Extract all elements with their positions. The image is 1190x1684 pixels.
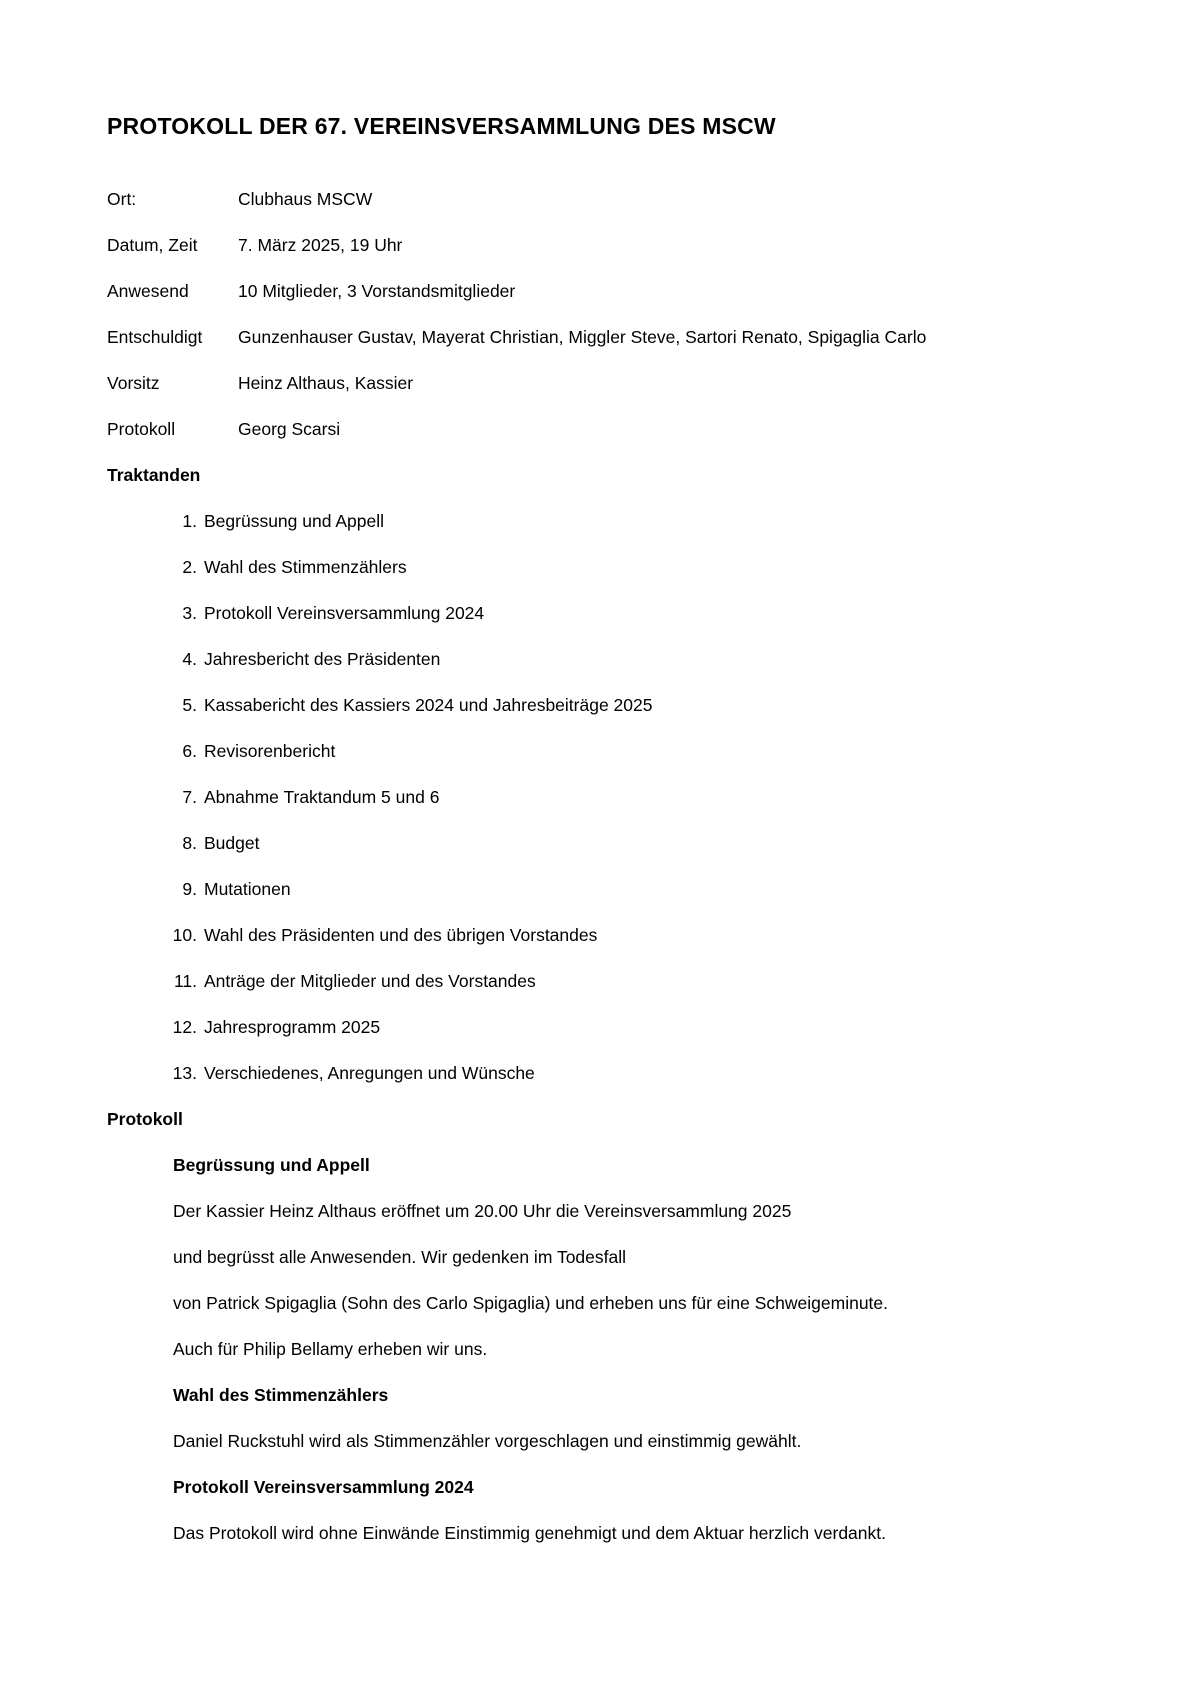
- agenda-item-text: Abnahme Traktandum 5 und 6: [204, 787, 440, 807]
- agenda-item: [107, 682, 1130, 728]
- agenda-item-number: 7.: [182, 787, 197, 807]
- agenda-item: [107, 544, 1130, 590]
- paragraph-line: Daniel Ruckstuhl wird als Stimmenzähler vorgeschlagen und einstimmig gewählt.: [173, 1431, 802, 1451]
- agenda-item-text: Wahl des Präsidenten und des übrigen Vorstandes: [204, 925, 598, 945]
- agenda-item: [107, 1050, 1130, 1096]
- agenda-item: [107, 820, 1130, 866]
- agenda-item: [107, 1004, 1130, 1050]
- agenda-item: [107, 590, 1130, 636]
- agenda-item: [107, 636, 1130, 682]
- paragraph-line: Der Kassier Heinz Althaus eröffnet um 20.00 Uhr die Vereinsversammlung 2025: [173, 1201, 792, 1221]
- agenda-item-text: Jahresbericht des Präsidenten: [204, 649, 441, 669]
- agenda-item-text: Wahl des Stimmenzählers: [204, 557, 407, 577]
- agenda-item: [107, 912, 1130, 958]
- agenda-item-number: 4.: [182, 649, 197, 669]
- agenda-item: [107, 728, 1130, 774]
- agenda-item: [107, 498, 1130, 544]
- agenda-item-number: 3.: [182, 603, 197, 623]
- agenda-item-number: 10.: [172, 925, 197, 945]
- agenda-item-text: Budget: [204, 833, 260, 853]
- meta-row-vorsitz: [107, 360, 1130, 406]
- agenda-item-number: 1.: [182, 511, 197, 531]
- agenda-item-number: 11.: [173, 971, 197, 991]
- meta-label: Entschuldigt: [107, 327, 203, 347]
- paragraph-line: von Patrick Spigaglia (Sohn des Carlo Spigaglia) und erheben uns für eine Schweigeminute.: [173, 1293, 889, 1313]
- agenda-item-number: 9.: [182, 879, 197, 899]
- meta-value: Georg Scarsi: [238, 419, 341, 439]
- agenda-item-number: 12.: [172, 1017, 197, 1037]
- agenda-heading: Traktanden: [107, 465, 201, 485]
- agenda-item-number: 2.: [182, 557, 197, 577]
- meta-label: Anwesend: [107, 281, 189, 301]
- meta-label: Vorsitz: [107, 373, 160, 393]
- agenda-item-text: Begrüssung und Appell: [204, 511, 384, 531]
- agenda-item: [107, 866, 1130, 912]
- section-heading: Protokoll Vereinsversammlung 2024: [173, 1477, 474, 1497]
- meta-value: 7. März 2025, 19 Uhr: [238, 235, 403, 255]
- agenda-item-number: 8.: [182, 833, 197, 853]
- meta-label: Ort:: [107, 189, 137, 209]
- section-heading: Wahl des Stimmenzählers: [173, 1385, 389, 1405]
- agenda-item-text: Kassabericht des Kassiers 2024 und Jahresbeiträge 2025: [204, 695, 653, 715]
- paragraph-line: Auch für Philip Bellamy erheben wir uns.: [173, 1339, 488, 1359]
- agenda-item-number: 6.: [182, 741, 197, 761]
- meta-row-entschuldigt: [107, 314, 1130, 360]
- meta-value: Clubhaus MSCW: [238, 189, 373, 209]
- paragraph-line: Das Protokoll wird ohne Einwände Einstimmig genehmigt und dem Aktuar herzlich verdankt.: [173, 1523, 886, 1543]
- section-heading: Begrüssung und Appell: [173, 1155, 370, 1175]
- meta-row-datum-zeit: [107, 222, 1130, 268]
- protocol-heading: Protokoll: [107, 1109, 183, 1129]
- meta-row-ort: [107, 176, 1130, 222]
- meta-label: Datum, Zeit: [107, 235, 198, 255]
- agenda-item-number: 5.: [182, 695, 197, 715]
- meta-row-protokollfuehrer: [107, 406, 1130, 452]
- agenda-item-text: Anträge der Mitglieder und des Vorstandes: [204, 971, 536, 991]
- agenda-item-text: Revisorenbericht: [204, 741, 336, 761]
- meta-row-anwesend: [107, 268, 1130, 314]
- agenda-item-number: 13.: [172, 1063, 197, 1083]
- agenda-item: [107, 774, 1130, 820]
- document-title: PROTOKOLL DER 67. VEREINSVERSAMMLUNG DES MSCW: [107, 113, 776, 139]
- agenda-item-text: Mutationen: [204, 879, 291, 899]
- meta-label: Protokoll: [107, 419, 176, 439]
- meta-value: 10 Mitglieder, 3 Vorstandsmitglieder: [238, 281, 516, 301]
- agenda-item-text: Jahresprogramm 2025: [204, 1017, 381, 1037]
- meta-value: Gunzenhauser Gustav, Mayerat Christian, Miggler Steve, Sartori Renato, Spigaglia Carlo: [238, 327, 927, 347]
- agenda-item-text: Verschiedenes, Anregungen und Wünsche: [204, 1063, 535, 1083]
- agenda-item-text: Protokoll Vereinsversammlung 2024: [204, 603, 485, 623]
- meta-value: Heinz Althaus, Kassier: [238, 373, 414, 393]
- paragraph-line: und begrüsst alle Anwesenden. Wir gedenken im Todesfall: [173, 1247, 627, 1267]
- agenda-item: [107, 958, 1130, 1004]
